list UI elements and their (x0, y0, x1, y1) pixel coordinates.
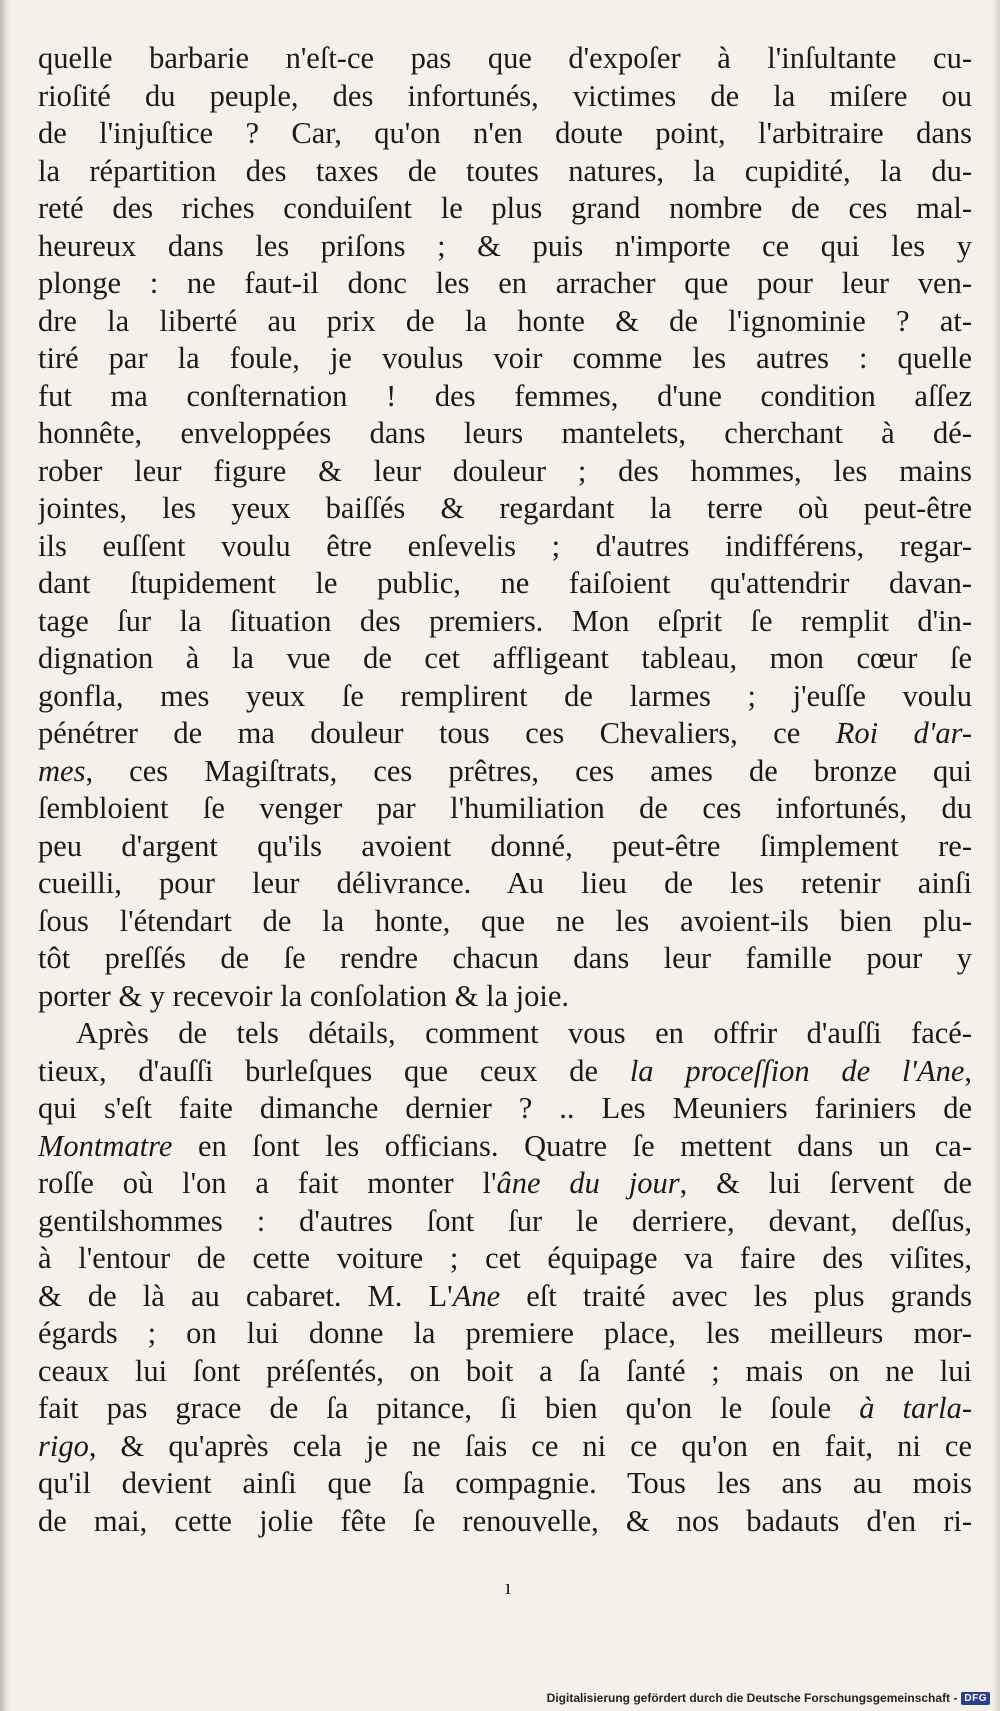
text-line (38, 1278, 972, 1316)
folio-mark: ı (505, 1574, 512, 1599)
text-segment: eſt traité avec les plus grands (500, 1278, 972, 1313)
text-line (38, 190, 972, 228)
text-segment: plonge : ne faut-il donc les en arracher que pour leur ven- (38, 266, 972, 300)
text-segment: quelle barbarie n'eſt-ce pas que d'expoſer à l'inſultante cu- (38, 41, 972, 75)
text-line (38, 753, 972, 791)
text-segment: Après de tels détails, comment vous en offrir d'auſſi facé- (76, 1016, 972, 1050)
text-line (38, 378, 972, 416)
text-segment: ſous l'étendart de la honte, que ne les avoient-ils bien plu- (38, 903, 972, 938)
text-line (38, 1128, 972, 1166)
text-segment: & de là au cabaret. M. L' (38, 1278, 453, 1313)
text-segment: pénétrer de ma douleur tous ces Chevaliers, ce (38, 716, 836, 750)
text-line (38, 340, 972, 378)
text-segment: tage ſur la ſituation des premiers. Mon eſprit ſe remplit d'in- (38, 603, 972, 638)
text-line (38, 1390, 972, 1428)
text-line (38, 640, 972, 678)
italic-segment: Roi d'ar- (835, 716, 972, 750)
body-text (38, 40, 972, 1540)
text-segment: tiré par la foule, je voulus voir comme les autres : quelle (38, 341, 972, 375)
text-segment: , (964, 1053, 972, 1088)
text-line (38, 1165, 972, 1203)
text-line (38, 1353, 972, 1391)
text-line (38, 528, 972, 566)
italic-segment: Ane (452, 1278, 501, 1313)
text-line (38, 228, 972, 266)
text-segment: reté des riches conduiſent le plus grand nombre de ces mal- (38, 191, 972, 225)
text-line (38, 453, 972, 491)
text-segment: dant ſtupidement le public, ne faiſoient qu'attendrir davan- (38, 566, 972, 600)
text-segment: gentilshommes : d'autres ſont ſur le derriere, devant, deſſus, (38, 1203, 972, 1238)
italic-segment: rigo (38, 1428, 89, 1463)
text-segment: tieux, d'auſſi burleſques que ceux de (38, 1053, 630, 1088)
page-right-edge (992, 0, 1000, 1711)
text-segment: qui s'eſt faite dimanche dernier ? .. Les Meuniers fariniers de (38, 1091, 972, 1125)
italic-segment: Montmatre (38, 1128, 173, 1163)
page-binding-edge (0, 0, 10, 1711)
text-line (38, 1503, 972, 1541)
text-line (38, 1465, 972, 1503)
text-line (38, 678, 972, 716)
italic-segment: la proceſſion de l'Ane (629, 1053, 965, 1088)
text-segment: dre la liberté au prix de la honte & de l'ignominie ? at- (38, 303, 972, 338)
text-line (38, 565, 972, 603)
text-line (38, 603, 972, 641)
text-line (38, 1203, 972, 1241)
text-segment: dignation à la vue de cet affligeant tableau, mon cœur ſe (38, 641, 972, 675)
text-segment: peu d'argent qu'ils avoient donné, peut-être ſimplement re- (38, 828, 972, 863)
text-line (38, 40, 972, 78)
text-segment: heureux dans les priſons ; & puis n'importe ce qui les y (38, 228, 972, 263)
text-segment: , & lui ſervent de (679, 1166, 972, 1200)
text-line (38, 903, 972, 941)
text-segment: , ces Magiſtrats, ces prêtres, ces ames de bronze qui (85, 753, 972, 788)
italic-segment: à tarla- (859, 1391, 972, 1425)
text-segment: ſembloient ſe venger par l'humiliation de ces infortunés, du (38, 791, 972, 825)
text-line (38, 978, 972, 1016)
text-segment: ils euſſent voulu être enſevelis ; d'autres indifférens, regar- (38, 528, 972, 563)
text-segment: rober leur figure & leur douleur ; des hommes, les mains (38, 453, 972, 488)
text-segment: rioſité du peuple, des infortunés, victimes de la miſere ou (38, 78, 972, 113)
text-segment: tôt preſſés de ſe rendre chacun dans leur famille pour y (38, 941, 972, 975)
text-segment: jointes, les yeux baiſſés & regardant la terre où peut-être (38, 491, 972, 525)
footer-credit: Digitalisierung gefördert durch die Deutsche Forschungsgemeinschaft - (546, 1691, 958, 1705)
text-segment: la répartition des taxes de toutes natures, la cupidité, la du- (38, 153, 972, 188)
text-segment: gonfla, mes yeux ſe remplirent de larmes ; j'euſſe voulu (38, 678, 972, 713)
text-line (38, 1315, 972, 1353)
text-segment: ceaux lui ſont préſentés, on boit a ſa ſanté ; mais on ne lui (38, 1353, 972, 1388)
text-segment: , & qu'après cela je ne ſais ce ni ce qu'on en fait, ni ce (88, 1428, 972, 1463)
italic-segment: âne du jour (496, 1166, 680, 1200)
text-segment: honnête, enveloppées dans leurs mantelets, cherchant à dé- (38, 416, 972, 450)
text-line (38, 1428, 972, 1466)
text-segment: en ſont les officians. Quatre ſe mettent dans un ca- (172, 1128, 972, 1163)
text-segment: cueilli, pour leur délivrance. Au lieu de les retenir ainſi (38, 866, 972, 900)
text-line (38, 115, 972, 153)
text-line (38, 265, 972, 303)
text-segment: qu'il devient ainſi que ſa compagnie. Tous les ans au mois (38, 1466, 972, 1500)
text-line (38, 1015, 972, 1053)
text-segment: de l'injuſtice ? Car, qu'on n'en doute point, l'arbitraire dans (38, 116, 972, 150)
text-segment: à l'entour de cette voiture ; cet équipage va faire des viſites, (38, 1241, 972, 1275)
text-segment: égards ; on lui donne la premiere place, les meilleurs mor- (38, 1316, 972, 1350)
text-line (38, 303, 972, 341)
text-segment: fut ma conſternation ! des femmes, d'une condition aſſez (38, 378, 972, 413)
text-line (38, 790, 972, 828)
italic-segment: mes (38, 753, 86, 788)
text-segment: de mai, cette jolie fête ſe renouvelle, & nos badauts d'en ri- (38, 1503, 972, 1538)
text-line (38, 153, 972, 191)
text-line (38, 940, 972, 978)
text-line (38, 1090, 972, 1128)
digitization-footer (547, 1691, 990, 1705)
text-line (38, 865, 972, 903)
text-line (38, 490, 972, 528)
text-line (38, 78, 972, 116)
text-segment: roſſe où l'on a fait monter l' (38, 1166, 497, 1200)
text-line (38, 1240, 972, 1278)
dfg-logo-icon: DFG (961, 1692, 990, 1705)
text-line (38, 1053, 972, 1091)
text-line (38, 415, 972, 453)
text-segment: fait pas grace de ſa pitance, ſi bien qu'on le ſoule (38, 1391, 860, 1425)
text-line (38, 715, 972, 753)
text-segment: porter & y recevoir la conſolation & la joie. (38, 978, 570, 1013)
text-line (38, 828, 972, 866)
